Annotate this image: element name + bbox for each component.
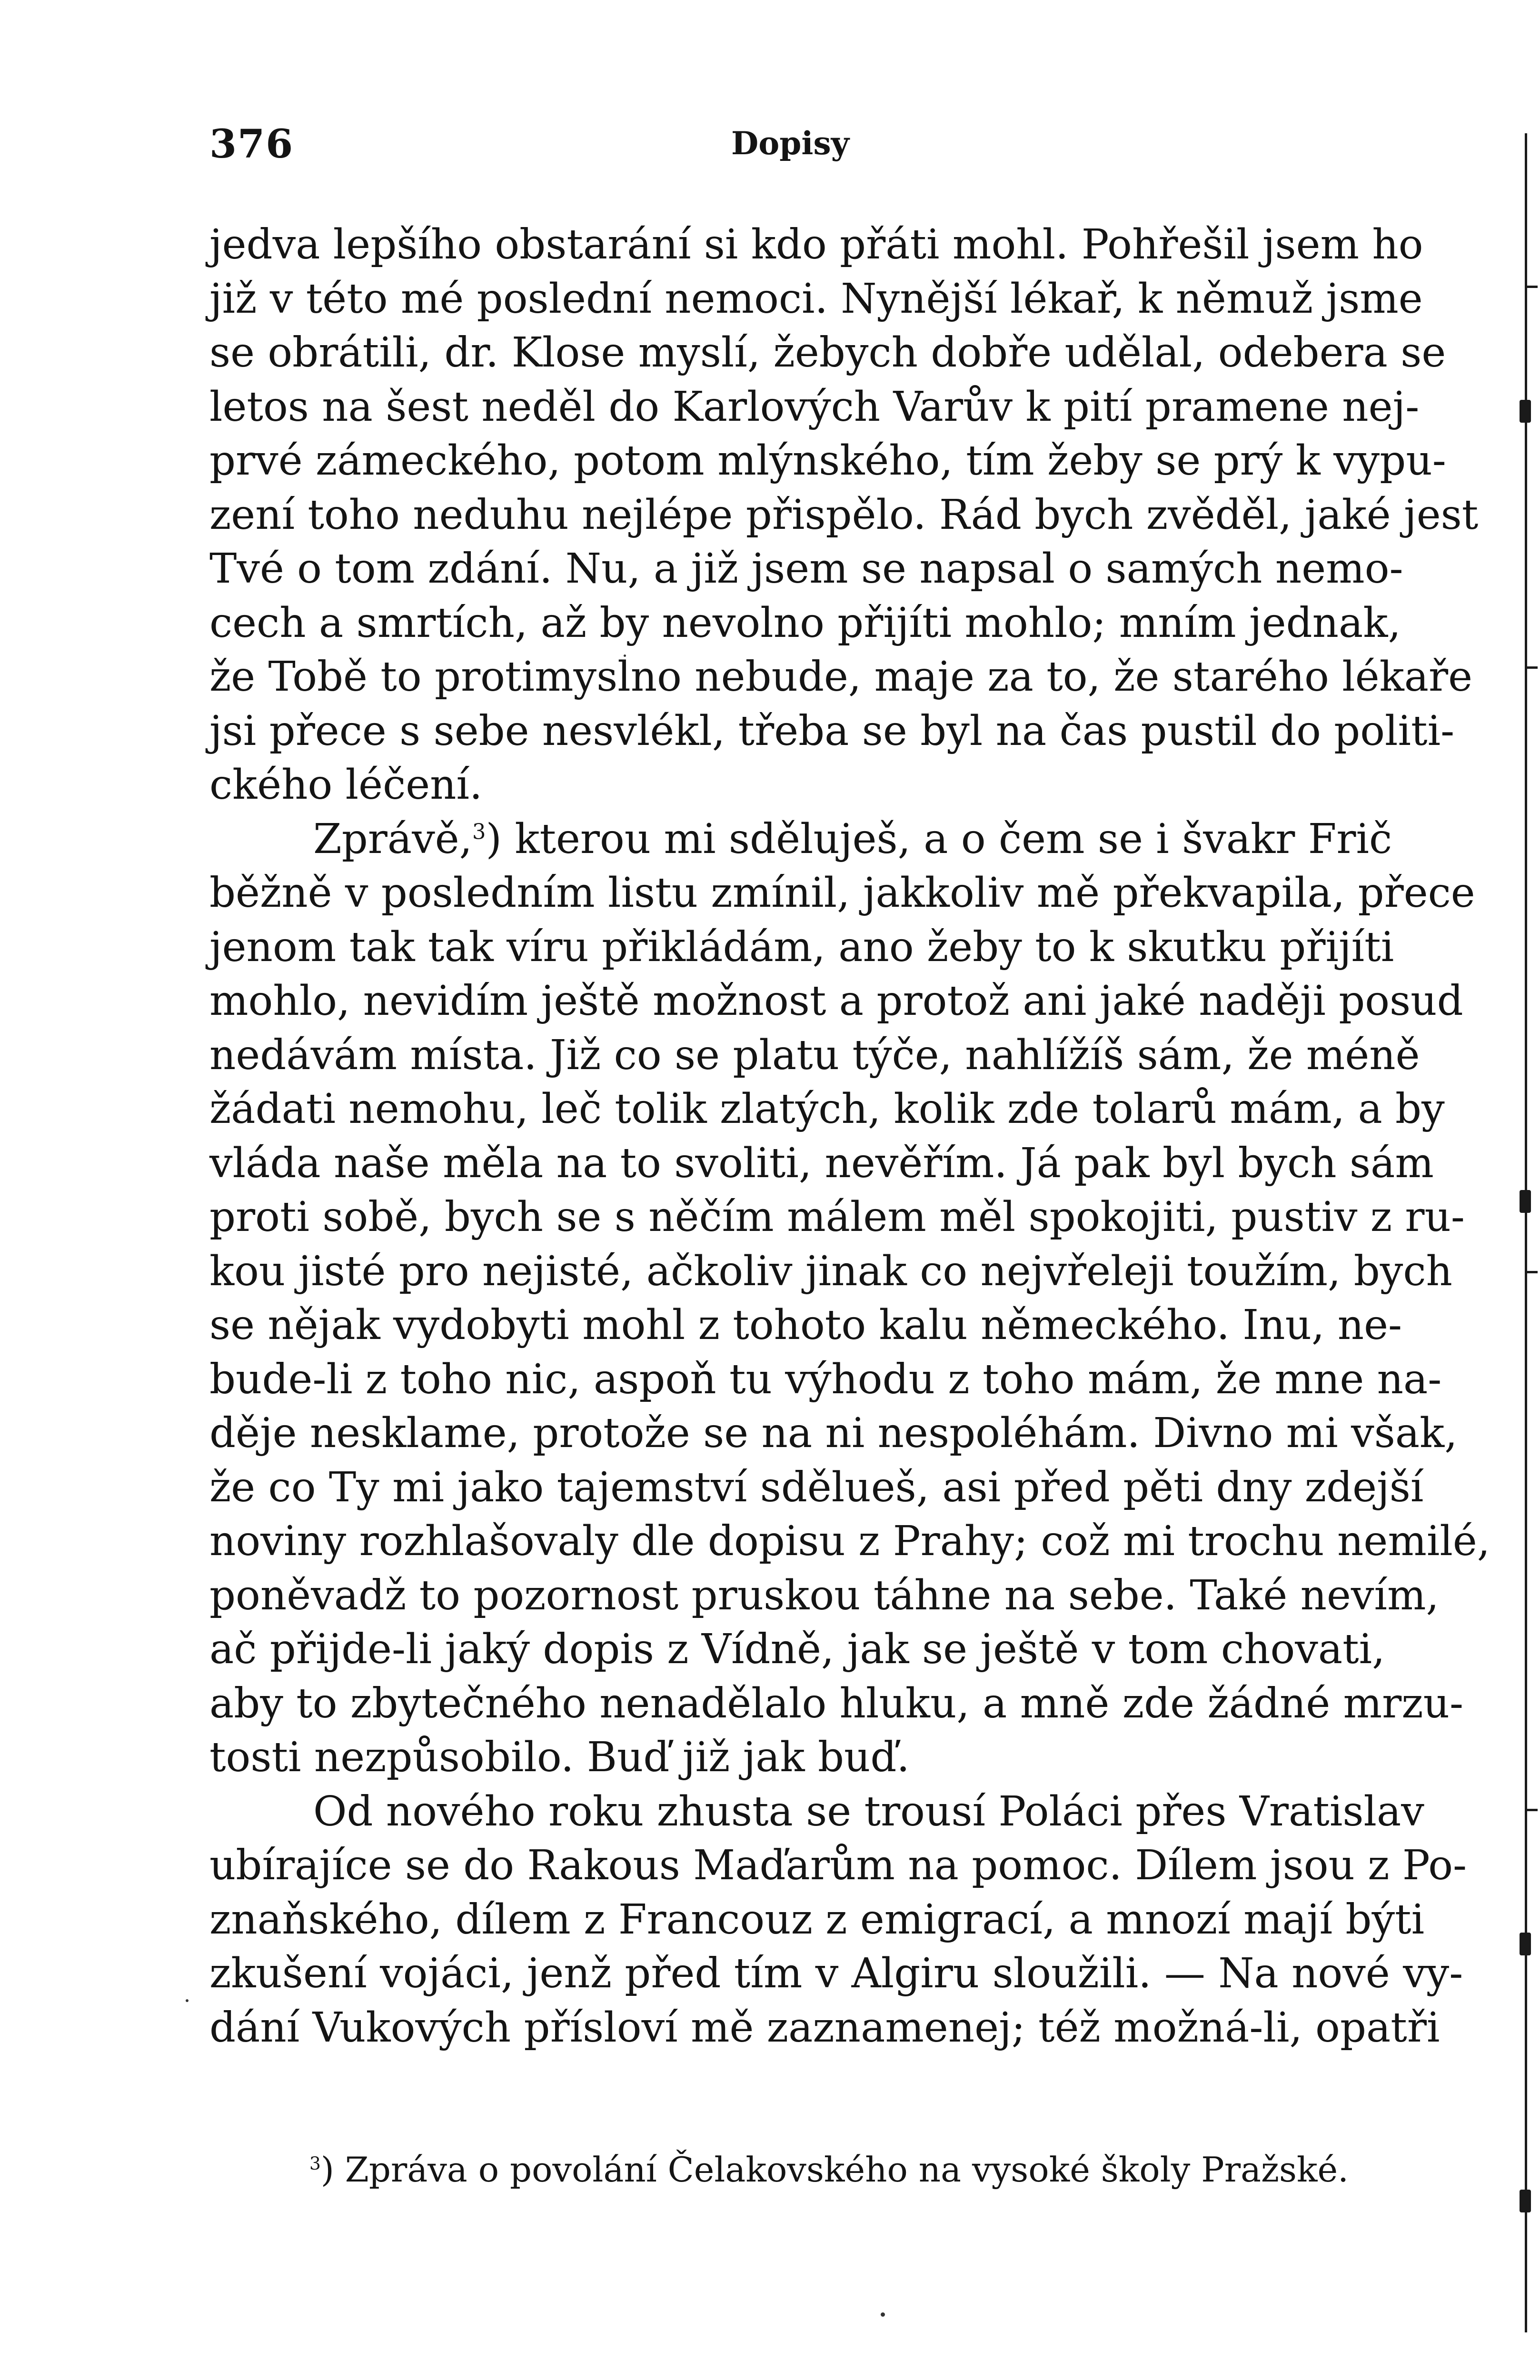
text-line: tosti nezpůsobilo. Buď již jak buď. — [209, 1734, 910, 1781]
text-line: aby to zbytečného nenadělalo hluku, a mně zde žádné mrzu- — [209, 1679, 1464, 1727]
text-line: letos na šest neděl do Karlových Varův k pití pramene nej- — [209, 383, 1420, 431]
text-line: jsi přece s sebe nesvlékl, třeba se byl na čas pustil do politi- — [209, 707, 1455, 755]
text-line: noviny rozhlašovaly dle dopisu z Prahy; což mi trochu nemilé, — [209, 1517, 1490, 1565]
paragraph-start-line: Od nového roku zhusta se trousí Poláci přes Vratislav — [313, 1787, 1424, 1835]
text-line: mohlo, nevidím ještě možnost a protož ani jaké naději posud — [209, 977, 1463, 1025]
text-line: jedva lepšího obstarání si kdo přáti mohl. Pohřešil jsem ho — [209, 221, 1423, 268]
scan-edge-tick — [1527, 666, 1538, 669]
scan-edge-tick — [1527, 1809, 1538, 1811]
paragraph-start-line — [209, 813, 1392, 867]
text-fragment: ) kterou mi sděluješ, a o čem se i švakr Frič — [486, 815, 1392, 863]
footnote-text: ) Zpráva o povolání Čelakovského na vysoké školy Pražské. — [320, 2150, 1349, 2190]
scan-edge-tick — [1527, 286, 1538, 288]
text-line: dání Vukových přísloví mě zaznamenej; též možná-li, opatři — [209, 2003, 1440, 2052]
text-line: Tvé o tom zdání. Nu, a již jsem se napsal o samých nemo- — [209, 545, 1403, 593]
scan-edge-line — [1525, 133, 1527, 2332]
text-line: cech a smrtích, až by nevolno přijíti mohlo; mním jednak, — [209, 599, 1401, 647]
text-line: zení toho neduhu nejlépe přispělo. Rád bych zvěděl, jaké jest — [209, 491, 1479, 539]
text-line: děje nesklame, protože se na ni nespoléhám. Divno mi však, — [209, 1409, 1458, 1457]
text-line: se nějak vydobyti mohl z tohoto kalu německého. Inu, ne- — [209, 1301, 1402, 1349]
page-header — [0, 0, 1540, 200]
scan-edge-mark — [1520, 400, 1531, 423]
text-line: již v této mé poslední nemoci. Nynější lékař, k němuž jsme — [209, 275, 1423, 323]
text-line: se obrátili, dr. Klose myslí, žebych dobře udělal, odebera se — [209, 329, 1446, 377]
text-line: kou jisté pro nejisté, ačkoliv jinak co nejvřeleji toužím, bych — [209, 1247, 1452, 1295]
scan-edge-mark — [1520, 1933, 1531, 1955]
text-line: žádati nemohu, leč tolik zlatých, kolik zde tolarů mám, a by — [209, 1085, 1445, 1133]
text-line: běžně v posledním listu zmínil, jakkoliv mě překvapila, přece — [209, 869, 1475, 917]
text-line: zkušení vojáci, jenž před tím v Algiru sloužili. — Na nové vy- — [209, 1950, 1463, 1997]
scan-speck — [881, 2312, 885, 2317]
text-line: proti sobě, bych se s něčím málem měl spokojiti, pustiv z ru- — [209, 1193, 1465, 1241]
body-text — [209, 218, 1490, 2055]
text-fragment: Zprávě, — [313, 815, 473, 863]
text-line: ač přijde-li jaký dopis z Vídně, jak se ještě v tom chovati, — [209, 1626, 1385, 1673]
text-line: že co Ty mi jako tajemství sdělueš, asi před pěti dny zdejší — [209, 1463, 1424, 1511]
text-line: vláda naše měla na to svoliti, nevěřím. Já pak byl bych sám — [209, 1139, 1434, 1187]
text-line: znaňského, dílem z Francouz z emigrací, a mnozí mají býti — [209, 1895, 1425, 1944]
scan-edge-mark — [1520, 2190, 1531, 2212]
scan-edge-mark — [1520, 1190, 1531, 1213]
text-line: poněvadž to pozornost pruskou táhne na sebe. Také nevím, — [209, 1571, 1439, 1619]
text-line: nedávám místa. Již co se platu týče, nahlížíš sám, že méně — [209, 1031, 1420, 1079]
scan-edge-tick — [1527, 1271, 1538, 1273]
text-line: prvé zámeckého, potom mlýnského, tím žeby se prý k vypu- — [209, 437, 1446, 485]
footnote — [309, 2146, 1366, 2193]
running-title: Dopisy — [731, 125, 849, 162]
footnote-reference: 3 — [472, 818, 486, 844]
text-line: jenom tak tak víru přikládám, ano žeby to k skutku přijíti — [209, 923, 1394, 971]
page-number: 376 — [209, 121, 294, 167]
scan-speck — [186, 1999, 189, 2002]
text-line: že Tobě to protimyslno nebude, maje za to, že starého lékaře — [209, 653, 1473, 701]
text-line: ckého léčení. — [209, 761, 483, 809]
footnote-marker: 3 — [309, 2153, 321, 2174]
text-line: ubírajíce se do Rakous Maďarům na pomoc. Dílem jsou z Po- — [209, 1842, 1467, 1889]
text-line: bude-li z toho nic, aspoň tu výhodu z toho mám, že mne na- — [209, 1355, 1442, 1403]
